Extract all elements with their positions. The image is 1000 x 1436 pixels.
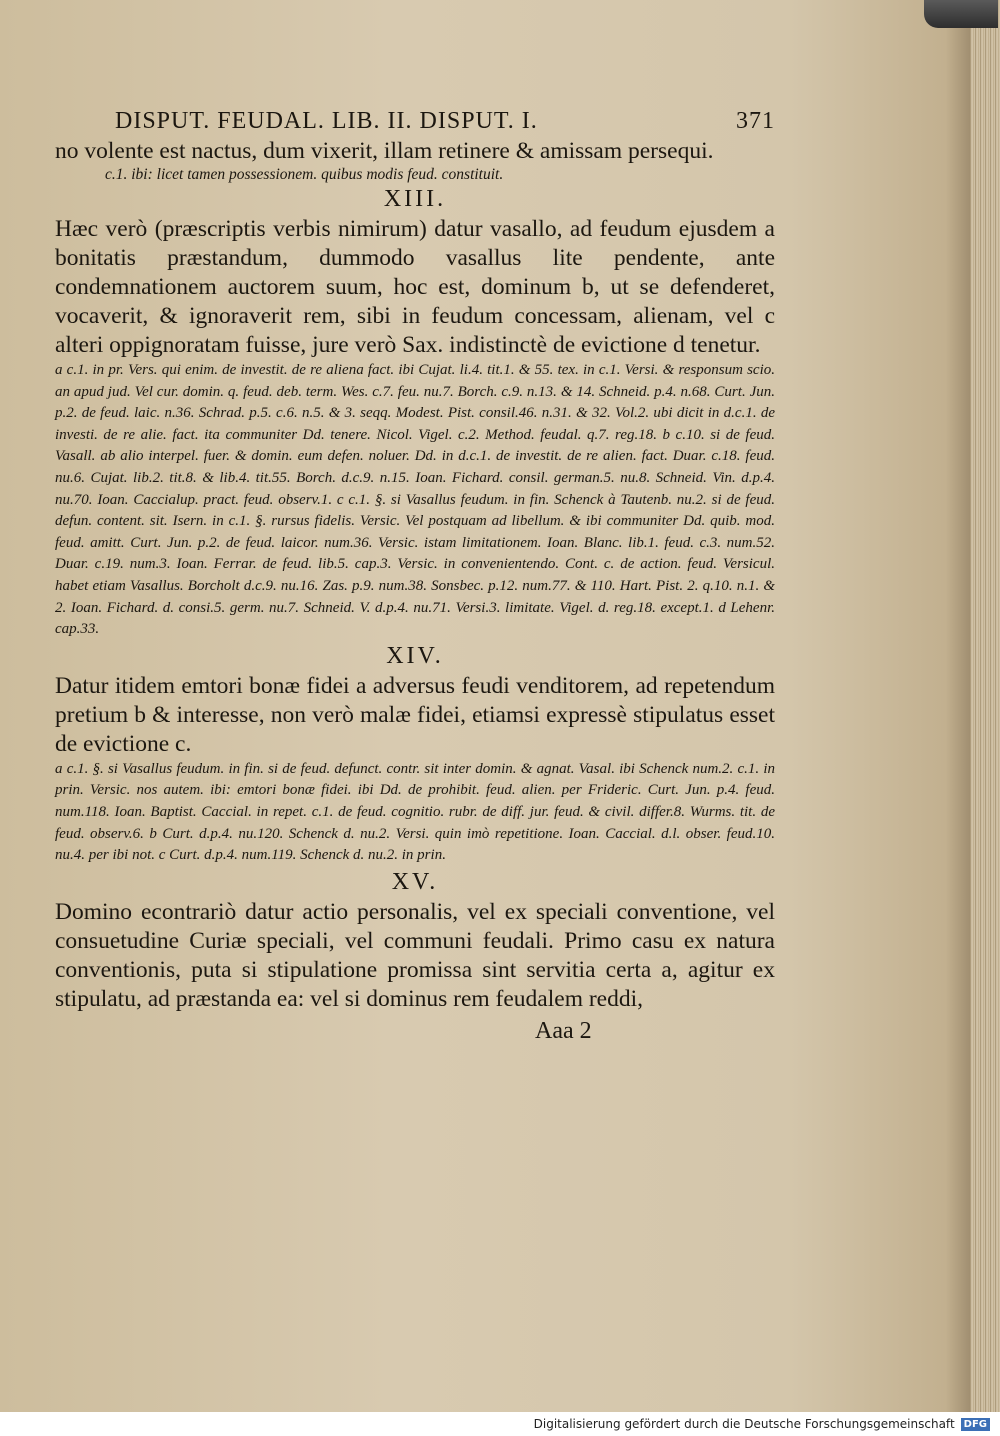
dfg-logo-icon: DFG (961, 1418, 990, 1431)
page-edges (970, 0, 1000, 1412)
funding-note: Digitalisierung gefördert durch die Deutsche Forschungsgemeinschaft (533, 1417, 955, 1431)
intro-line: no volente est nactus, dum vixerit, illam retinere & amissam persequi. (55, 138, 714, 164)
book-clip (924, 0, 998, 28)
running-header (115, 108, 775, 135)
footer-bar (0, 1412, 1000, 1436)
running-title: DISPUT. FEUDAL. LIB. II. DISPUT. I. (115, 108, 538, 134)
section-numeral-xiii: XIII. (383, 186, 447, 212)
section-text-xiv: Datur itidem emtori bonæ fidei a adversus feudi venditorem, ad repetendum pretium b & interesse, non verò malæ fidei, etiamsi expressè stipulatus esset de evictione c. (55, 672, 775, 757)
section-numeral-xiv: XIV. (386, 642, 444, 669)
section-notes-xiii: a c.1. in pr. Vers. qui enim. de investit. de re aliena fact. ibi Cujat. li.4. tit.1. & 55. tex. in c.1. Versi. & responsum scio. an apud jud. Vel cur. domin. q. feud. deb. term. Wes. c.7. feu. nu.7. Borch. c.9. n.13. & 14. Schneid. p.4. n.68. Curt. Jun. p.2. de feud. laic. n.36. Schrad. p.5. c.6. n.5. & 3. seqq. Modest. Pist. consil.46. n.31. & 32. Vol.2. ubi dicit in d.c.1. de investi. de re alie. fact. ita communiter Dd. tenere. Nicol. Vigel. c.2. Method. feudal. q.7. reg.18. b c.10. si de feud. Vasall. ab alio interpel. fuer. & domin. eum defen. noluer. Dd. in d.c.1. de investit. de re alien. fact. Duar. c.18. feud. nu.6. Cujat. lib.2. tit.8. & lib.4. tit.55. Borch. d.c.9. n.15. Ioan. Fichard. consil. german.5. nu.8. Schneid. Vin. d.p.4. nu.70. Ioan. Caccialup. pract. feud. observ.1. c c.1. §. si Vasallus feudum. in fin. Schenck à Tautenb. nu.2. si de feud. defun. content. sit. Isern. in c.1. §. rursus fidelis. Versic. Vel postquam ad libellum. & ibi communiter Dd. quib. mod. feud. amitt. Curt. Jun. p.2. de feud. laicor. num.36. Versic. istam limitationem. Ioan. Blanc. lib.1. feud. c.3. num.52. Duar. c.19. num.3. Ioan. Ferrar. de feud. lib.5. cap.3. Versic. in convenientendo. Cont. c. de action. feud. Versicul. habet etiam Vasallus. Borcholt d.c.9. nu.16. Zas. p.9. num.38. Sonsbec. p.12. num.77. & 110. Hart. Pist. 2. q.10. n.1. & 2. Ioan. Fichard. d. consi.5. germ. nu.7. Schneid. V. d.p.4. nu.71. Versi.3. limitate. Vigel. d. reg.18. except.1. d Lehenr. cap.33. (55, 362, 775, 638)
page-number: 371 (736, 108, 775, 134)
catchword: Aaa 2 (535, 1017, 592, 1044)
section-text-xv: Domino econtrariò datur actio personalis, vel ex speciali conventione, vel consuetudine Curiæ speciali, vel communi feudali. Primo casu ex natura conventionis, puta si stipulatione promissa sint servitia certa a, agitur ex stipulatu, ad præstanda ea: vel si dominus rem feudalem reddi, (55, 898, 775, 1012)
section-notes-xiv: a c.1. §. si Vasallus feudum. in fin. si de feud. defunct. contr. sit inter domin. & agnat. Vasal. ibi Schenck num.2. c.1. in prin. Versic. nos autem. ibi: emtori bonæ fidei. ibi Dd. de prohibit. feud. alien. per Frideric. Curt. Jun. p.4. feud. num.118. Ioan. Baptist. Caccial. in repet. c.1. de feud. cognitio. rubr. de diff. jur. feud. & civil. differ.8. Wurms. tit. de feud. observ.6. b Curt. d.p.4. nu.120. Schenck d. nu.2. Versi. quin imò repetitione. Ioan. Caccial. d.l. obser. feud.10. nu.4. per ibi not. c Curt. d.p.4. num.119. Schenck d. nu.2. in prin. (55, 760, 775, 864)
intro-citation: c.1. ibi: licet tamen possessionem. quibus modis feud. constituit. (105, 166, 504, 183)
section-text-xiii: Hæc verò (præscriptis verbis nimirum) datur vasallo, ad feudum ejusdem a bonitatis præstandum, dummodo vasallus lite pendente, ante condemnationem auctorem suum, hoc est, dominum b, ut se defenderet, vocaverit, & ignoraverit rem, sibi in feudum concessam, alienam, vel c alteri oppignoratam fuisse, jure verò Sax. indistinctè de evictione d tenetur. (55, 216, 775, 358)
page-text (55, 108, 775, 1045)
section-numeral-xv: XV. (391, 868, 439, 895)
